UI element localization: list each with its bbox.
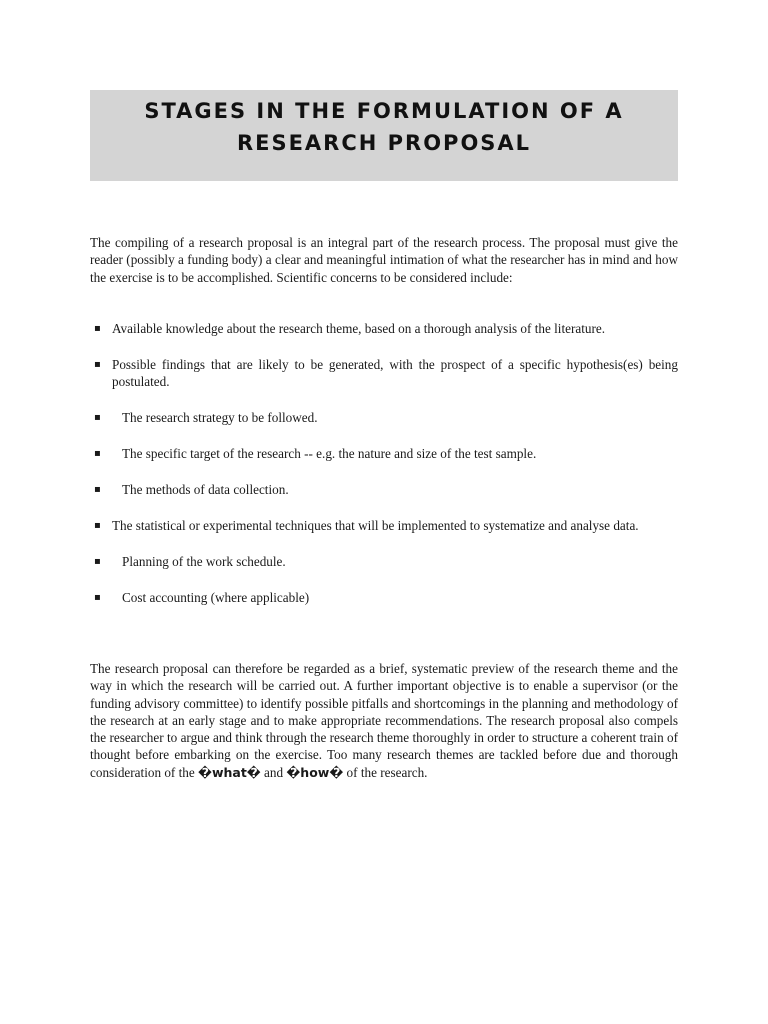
- bullet-icon: ▪: [94, 412, 101, 424]
- bullet-icon: ▪: [94, 555, 101, 567]
- intro-paragraph: The compiling of a research proposal is an integral part of the research process. The proposal must give the reader (possibly a funding body) a clear and meaningful intimation of what the researcher has in mind and how the exercise is to be accomplished. Scientific concerns to be considered include:: [90, 235, 678, 285]
- list-item: [90, 517, 678, 534]
- title-line-2: RESEARCH PROPOSAL: [236, 131, 532, 155]
- list-item: [90, 589, 678, 606]
- list-item-text: The specific target of the research -- e.g. the nature and size of the test sample.: [122, 445, 537, 461]
- conclusion-paragraph: [90, 660, 678, 781]
- bullet-icon: ▪: [94, 447, 101, 459]
- considerations-list: [90, 320, 678, 624]
- list-item-text: Planning of the work schedule.: [122, 553, 286, 569]
- conclusion-text: The research proposal can therefore be regarded as a brief, systematic preview of the research theme and the way in which the research will be carried out. A further important objective is to enable a supervisor (or the funding advisory committee) to identify possible pitfalls and shortcomings in the planning and methodology of the research at an early stage and to make appropriate recommendations. The research proposal also compels the researcher to argue and think through the research theme thoroughly in order to structure a coherent train of thought before embarking on the exercise. Too many research themes are tackled before due and thorough consideration of the: [90, 661, 678, 780]
- list-item-text: Available knowledge about the research theme, based on a thorough analysis of the literature.: [112, 321, 606, 336]
- emphasis-what: �what�: [198, 764, 261, 780]
- conclusion-and: and: [260, 764, 287, 780]
- bullet-icon: ▪: [94, 483, 101, 495]
- title-line-1: STAGES IN THE FORMULATION OF A: [144, 99, 624, 123]
- bullet-icon: ▪: [94, 591, 101, 603]
- bullet-icon: ▪: [94, 519, 101, 531]
- list-item: [90, 409, 678, 426]
- list-item-text: The research strategy to be followed.: [122, 410, 318, 426]
- list-item: [90, 553, 678, 570]
- list-item: [90, 320, 678, 337]
- list-item-text: The statistical or experimental techniques that will be implemented to systematize and analyse data.: [112, 517, 639, 533]
- bullet-icon: ▪: [94, 323, 101, 334]
- list-item-text: Cost accounting (where applicable): [122, 589, 310, 605]
- title-banner: [90, 90, 678, 181]
- bullet-icon: ▪: [94, 358, 101, 370]
- conclusion-end: of the research.: [343, 764, 428, 780]
- list-item-text: The methods of data collection.: [122, 481, 289, 497]
- emphasis-how: �how�: [286, 764, 344, 780]
- list-item-text: Possible findings that are likely to be generated, with the prospect of a specific hypothesis(es) being postulated.: [112, 356, 678, 390]
- list-item: [90, 481, 678, 498]
- list-item: [90, 356, 678, 391]
- list-item: [90, 445, 678, 462]
